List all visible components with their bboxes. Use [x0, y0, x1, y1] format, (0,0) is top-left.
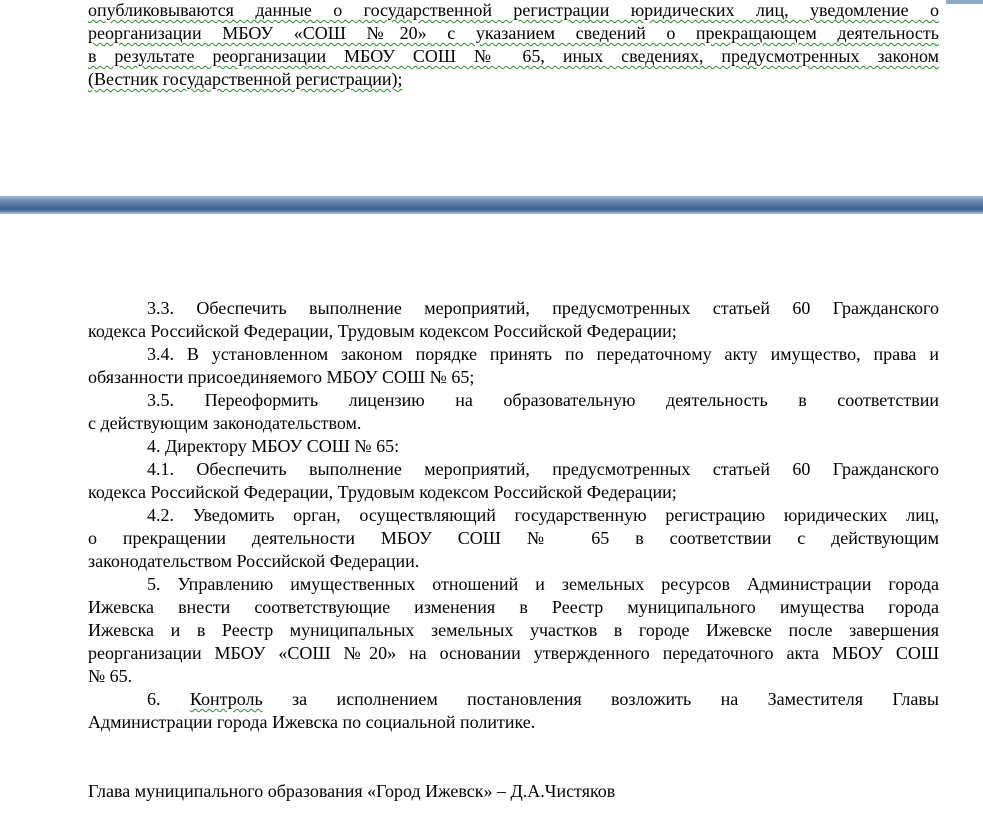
- signature-line: Глава муниципального образования «Город Ижевск» – Д.А.Чистяков: [88, 781, 616, 801]
- text-line: опубликовываются данные о государственной регистрации юридических лиц, уведомление о: [88, 0, 939, 20]
- current-page: [0, 214, 983, 825]
- paragraph-4: 4. Директору МБОУ СОШ № 65:: [147, 436, 400, 456]
- current-page-text: [88, 297, 939, 803]
- paragraph-4-1: 4.1. Обеспечить выполнение мероприятий, предусмотренных статьей 60 Гражданского кодекса Российской Федерации, Трудовым кодексом Российской Федерации;: [88, 459, 939, 502]
- previous-page: [0, 0, 983, 196]
- text-line: реорганизации МБОУ «СОШ №20» с указанием сведений о прекращающем деятельность: [88, 23, 939, 43]
- text-line: (Вестник государственной регистрации);: [88, 69, 403, 89]
- scrollbar-strip: [946, 0, 983, 4]
- paragraph-5: 5. Управлению имущественных отношений и земельных ресурсов Администрации города Ижевска внести соответствующие изменения в Реестр муниципального имущества города Ижевска и в Реестр муниципальных земельных участков в городе Ижевске после завершения реорганизации МБОУ «СОШ №20» на основании утвержденного передаточного акта МБОУ СОШ № 65.: [88, 574, 939, 686]
- previous-page-text: [88, 0, 939, 91]
- paragraph-4-2: 4.2. Уведомить орган, осуществляющий государственную регистрацию юридических лиц, о прекращении деятельности МБОУ СОШ № 65 в соответствии с действующим законодательством Российской Федерации.: [88, 505, 939, 571]
- text-line: в результате реорганизации МБОУ СОШ № 65, иных сведениях, предусмотренных законом: [88, 46, 939, 66]
- paragraph-6: 6. Контроль за исполнением постановления возложить на Заместителя Главы Администрации города Ижевска по социальной политике.: [88, 689, 939, 732]
- paragraph-3-4: 3.4. В установленном законом порядке принять по передаточному акту имущество, права и обязанности присоединяемого МБОУ СОШ № 65;: [88, 344, 939, 387]
- paragraph-3-3: 3.3. Обеспечить выполнение мероприятий, предусмотренных статьей 60 Гражданского кодекса Российской Федерации, Трудовым кодексом Российской Федерации;: [88, 298, 939, 341]
- page-separator: [0, 196, 983, 214]
- paragraph-3-5: 3.5. Переоформить лицензию на образовательную деятельность в соответствии с действующим законодательством.: [88, 390, 939, 433]
